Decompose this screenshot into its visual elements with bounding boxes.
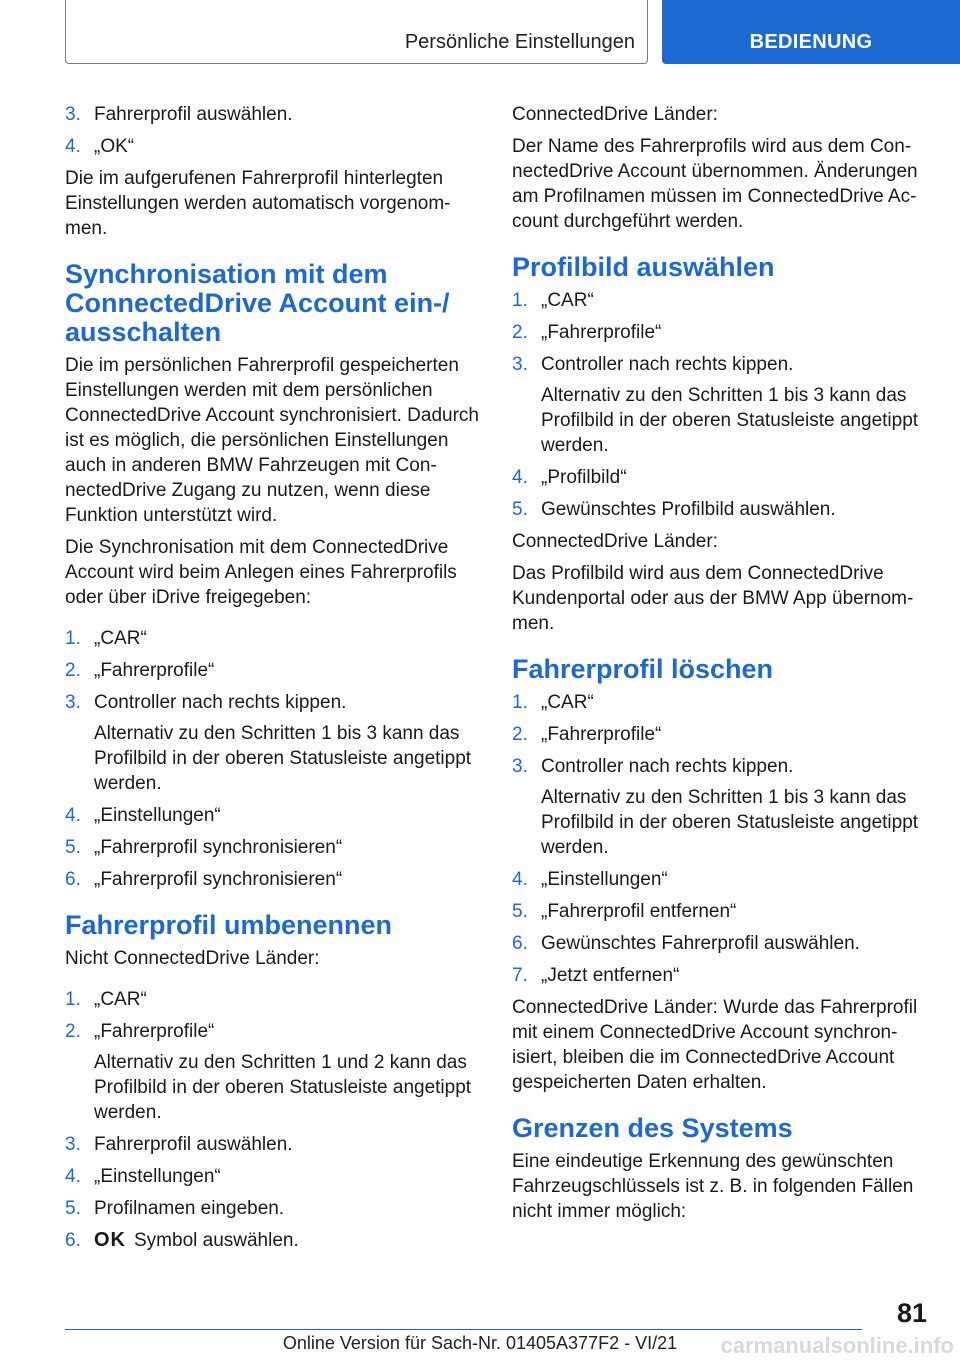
right-column [512, 102, 927, 1231]
step-text: „CAR“ [541, 290, 594, 311]
list-item [65, 690, 480, 796]
list-item [65, 987, 480, 1012]
list-item [512, 867, 927, 892]
step-number: 6. [65, 869, 81, 890]
rename-heading: Fahrerprofil umbenennen [65, 910, 393, 940]
list-item [65, 1019, 480, 1125]
list-item [512, 497, 927, 522]
step-number: 4. [65, 1166, 81, 1187]
limits-paragraph: Eine eindeutige Erkennung des gewünschten Fahrzeugschlüssels ist z. B. in folgenden Fällen nicht immer möglich: [512, 1151, 914, 1222]
cd-label: ConnectedDrive Länder: [512, 104, 718, 125]
step-text: „Fahrerprofile“ [541, 724, 662, 745]
step-number: 2. [512, 322, 528, 343]
list-item [65, 803, 480, 828]
sync-paragraph-1: Die im persönlichen Fahrerprofil gespeicherten Einstellungen werden mit dem persönlichen ConnectedDrive Account synchronisiert. Dadurch ist es möglich, die persönlichen Einstellungen auch in anderen BMW Fahrzeugen mit ConnectedDrive Zugang zu nutzen, wenn diese Funktion unterstützt wird. [65, 355, 479, 526]
step-number: 4. [65, 136, 81, 157]
step-text: „Einstellungen“ [541, 869, 668, 890]
list-item [65, 134, 480, 159]
step-number: 2. [512, 724, 528, 745]
cd-paragraph: Der Name des Fahrerprofils wird aus dem ConnectedDrive Account übernommen. Änderungen am Profilnamen müssen im ConnectedDrive Account durchgeführt werden. [512, 136, 918, 232]
step-text: „Fahrerprofile“ [94, 1021, 215, 1042]
header-section-box [65, 0, 648, 64]
list-item [65, 102, 480, 127]
list-item [65, 1228, 480, 1253]
step-text: „Einstellungen“ [94, 1166, 221, 1187]
step-number: 1. [512, 692, 528, 713]
ok-symbol-icon: OK [94, 1229, 126, 1251]
list-item [512, 352, 927, 458]
step-text: „Profilbild“ [541, 467, 627, 488]
step-number: 2. [65, 660, 81, 681]
step-text: „Fahrerprofil synchronisieren“ [94, 869, 343, 890]
step-text: Fahrerprofil auswählen. [94, 1134, 293, 1155]
header-section-title: Persönliche Einstellungen [404, 31, 635, 53]
step-text: „OK“ [94, 136, 135, 157]
step-number: 3. [65, 104, 81, 125]
rename-last-step-list [65, 1228, 480, 1253]
step-number: 4. [512, 467, 528, 488]
step-number: 4. [512, 869, 528, 890]
delete-steps [512, 690, 927, 988]
list-item [65, 1164, 480, 1189]
step-number: 5. [65, 837, 81, 858]
list-item [512, 963, 927, 988]
step-note: Alternativ zu den Schritten 1 und 2 kann das Profilbild in der oberen Statusleiste angetippt werden. [94, 1052, 472, 1123]
list-item [65, 626, 480, 651]
step-number: 5. [65, 1198, 81, 1219]
list-item [512, 320, 927, 345]
intro-paragraph: Die im aufgerufenen Fahrerprofil hinterlegten Einstellungen werden automatisch vorgenommen. [65, 168, 451, 239]
profile-picture-heading: Profilbild auswählen [512, 252, 775, 282]
step-text: „Fahrerprofil entfernen“ [541, 901, 737, 922]
step-note: Alternativ zu den Schritten 1 bis 3 kann das Profilbild in der oberen Statusleiste angetippt werden. [541, 787, 919, 858]
step-number: 1. [65, 628, 81, 649]
step-note: Alternativ zu den Schritten 1 bis 3 kann das Profilbild in der oberen Statusleiste angetippt werden. [541, 385, 919, 456]
list-item [512, 690, 927, 715]
step-text: Controller nach rechts kippen. [541, 354, 794, 375]
step-number: 5. [512, 499, 528, 520]
step-number: 1. [512, 290, 528, 311]
step-number: 3. [65, 692, 81, 713]
step-number: 3. [512, 354, 528, 375]
step-note: Alternativ zu den Schritten 1 bis 3 kann das Profilbild in der oberen Statusleiste angetippt werden. [94, 723, 472, 794]
list-item [512, 288, 927, 313]
header-tab [662, 0, 960, 64]
step-text: Symbol auswählen. [134, 1230, 299, 1251]
sync-heading: Synchronisation mit dem ConnectedDrive Account ein-/ ausschalten [65, 259, 450, 347]
delete-paragraph: ConnectedDrive Länder: Wurde das Fahrerprofil mit einem ConnectedDrive Account synchronisiert, bleiben die im ConnectedDrive Account gespeicherten Daten erhalten. [512, 997, 918, 1093]
step-number: 4. [65, 805, 81, 826]
pic-cd-label: ConnectedDrive Länder: [512, 531, 718, 552]
delete-heading: Fahrerprofil löschen [512, 654, 774, 684]
step-text: „CAR“ [541, 692, 594, 713]
page-number: 81 [896, 1298, 927, 1328]
list-item [65, 1196, 480, 1221]
rename-paragraph: Nicht ConnectedDrive Länder: [65, 948, 320, 969]
limits-heading: Grenzen des Systems [512, 1113, 793, 1143]
list-item [65, 835, 480, 860]
list-item [512, 754, 927, 860]
left-column [65, 102, 480, 1260]
step-text: „Fahrerprofile“ [94, 660, 215, 681]
step-text: „Jetzt entfernen“ [541, 965, 680, 986]
step-text: Gewünschtes Profilbild auswählen. [541, 499, 836, 520]
step-number: 6. [65, 1230, 81, 1251]
intro-list [65, 102, 480, 159]
step-number: 3. [65, 1134, 81, 1155]
step-text: „CAR“ [94, 989, 147, 1010]
profile-picture-steps [512, 288, 927, 522]
step-text: Gewünschtes Fahrerprofil auswählen. [541, 933, 860, 954]
list-item [65, 658, 480, 683]
step-number: 3. [512, 756, 528, 777]
sync-paragraph-2: Die Synchronisation mit dem ConnectedDrive Account wird beim Anlegen eines Fahrerprofils oder über iDrive freigegeben: [65, 537, 457, 608]
step-text: Controller nach rechts kippen. [94, 692, 347, 713]
step-text: „Fahrerprofile“ [541, 322, 662, 343]
header-tab-label: BEDIENUNG [749, 31, 873, 53]
step-number: 7. [512, 965, 528, 986]
step-text: Controller nach rechts kippen. [541, 756, 794, 777]
step-text: „CAR“ [94, 628, 147, 649]
step-number: 6. [512, 933, 528, 954]
step-text: Fahrerprofil auswählen. [94, 104, 293, 125]
watermark: carmanualsonline.info [720, 1333, 954, 1358]
step-text: „Einstellungen“ [94, 805, 221, 826]
step-number: 2. [65, 1021, 81, 1042]
step-number: 5. [512, 901, 528, 922]
list-item [65, 867, 480, 892]
footer-divider [65, 1329, 862, 1330]
list-item [512, 931, 927, 956]
rename-steps [65, 987, 480, 1221]
step-number: 1. [65, 989, 81, 1010]
list-item [65, 1132, 480, 1157]
footer-text: Online Version für Sach-Nr. 01405A377F2 - VI/21 [282, 1333, 678, 1353]
step-text: „Fahrerprofil synchronisieren“ [94, 837, 343, 858]
pic-cd-paragraph: Das Profilbild wird aus dem ConnectedDrive Kundenportal oder aus der BMW App übernommen. [512, 563, 914, 634]
list-item [512, 465, 927, 490]
sync-steps [65, 626, 480, 892]
step-text: Profilnamen eingeben. [94, 1198, 285, 1219]
list-item [512, 722, 927, 747]
list-item [512, 899, 927, 924]
